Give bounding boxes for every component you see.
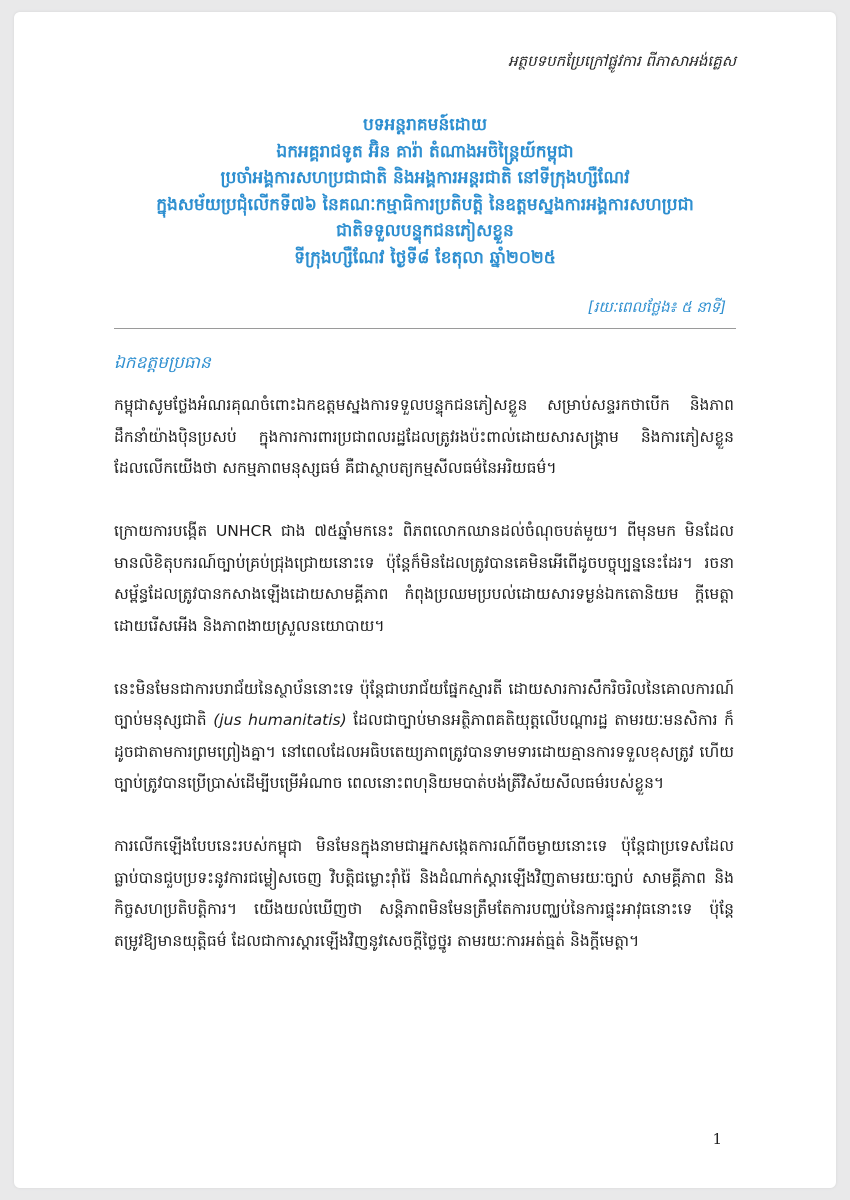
title-line: ទីក្រុងហ្សឺណែវ ថ្ងៃទី៨ ខែតុលា ឆ្នាំ២០២៥ <box>294 247 556 268</box>
title-line: បទអន្តរាគមន៍ដោយ <box>362 115 488 135</box>
paragraph: កម្ពុជាសូមថ្លែងអំណរគុណចំពោះឯកឧត្តមស្នងការទទួលបន្ទុកជនភៀសខ្លួន សម្រាប់សន្ទរកថាបើក និងភាពដឹកនាំយ៉ាងប៉ិនប្រសប់ ក្នុងការការពារប្រជាពលរដ្ឋដែលត្រូវរងប៉ះពាល់ដោយសារសង្គ្រាម និងការភៀសខ្លួន ដែលលើកយើងថា សកម្មភាពមនុស្សធម៌ គឺជាស្ថាបត្យកម្មសីលធម៌នៃអរិយធម៌។ <box>114 396 734 477</box>
document-page <box>14 12 836 1188</box>
title-line: ប្រចាំអង្គការសហប្រជាជាតិ និងអង្គការអន្តរជាតិ នៅទីក្រុងហ្សឺណែវ <box>220 168 630 188</box>
speech-title-block <box>74 112 776 271</box>
running-header: អត្ថបទបកប្រែក្រៅផ្លូវការ ពីភាសាអង់គ្លេស <box>508 52 736 70</box>
paragraph: ក្រោយការបង្កើត UNHCR ជាង ៧៥ឆ្នាំមកនេះ ពិភពលោកឈានដល់ចំណុចបត់មួយ។ ពីមុនមក មិនដែលមានលិខិតុបករណ៍ច្បាប់គ្រប់ជ្រុងជ្រោយនោះទេ ប៉ុន្តែក៏មិនដែលត្រូវបានគេមិនអើពើដូចបច្ចុប្បន្ននេះដែរ។ រចនាសម្ព័ន្ធដែលត្រូវបានកសាងឡើងដោយសាមគ្គីភាព កំពុងប្រឈមប្របល់ដោយសារទម្ងន់ឯកតោនិយម ក្ដីមេត្តាដោយរើសអើង និងភាពងាយស្រួលនយោបាយ។ <box>114 522 734 635</box>
title-line: ឯកអគ្គរាជទូត អ៊ិន គារ៉ា តំណាងអចិន្ត្រៃយ៍កម្ពុជា <box>276 141 574 162</box>
salutation: ឯកឧត្តមប្រធាន <box>114 353 211 373</box>
latin-term: (jus humanitatis) <box>213 711 347 729</box>
paragraph-text: ដែលជាច្បាប់មានអត្ថិភាពគតិយុត្តលើបណ្ដារដ្ឋ តាមរយៈមនសិការ ក៏ដូចជាតាមការព្រមព្រៀងគ្នា។ នៅពេលដែលអធិបតេយ្យភាពត្រូវបានទាមទារដោយគ្មានការទទួលខុសត្រូវ ហើយច្បាប់ត្រូវបានប្រើប្រាស់ដើម្បីបម្រើអំណាច ពេលនោះពហុនិយមបាត់បង់ត្រីវិស័យសីលធម៌របស់ខ្លួន។ <box>114 711 735 792</box>
page-number: 1 <box>712 1130 722 1148</box>
speech-body <box>114 390 734 989</box>
paragraph: ការលើកឡើងបែបនេះរបស់កម្ពុជា មិនមែនក្នុងនាមជាអ្នកសង្កេតការណ៍ពីចម្ងាយនោះទេ ប៉ុន្តែជាប្រទេសដែលធ្លាប់បានជួបប្រទះនូវការជម្លៀសចេញ វិបត្តិជម្លោះរ៉ាំរ៉ៃ និងដំណាក់ស្ដារឡើងវិញតាមរយៈច្បាប់ សាមគ្គីភាព និងកិច្ចសហប្រតិបត្តិការ។ យើងយល់ឃើញថា សន្តិភាពមិនមែនត្រឹមតែការបញ្ឈប់នៃការផ្ទុះអាវុធនោះទេ ប៉ុន្តែតម្រូវឱ្យមានយុត្តិធម៌ ដែលជាការស្ដារឡើងវិញនូវសេចក្ដីថ្លៃថ្នូរ តាមរយៈការអត់ធ្មត់ និងក្ដីមេត្តា។ <box>114 837 734 950</box>
paragraph <box>114 674 734 800</box>
title-line: ក្នុងសម័យប្រជុំលើកទី៧៦ នៃគណៈកម្មាធិការប្រតិបត្តិ នៃឧត្តមស្នងការអង្គការសហប្រជា <box>156 194 694 215</box>
paragraph-text: នេះមិនមែនជាការបរាជ័យនៃស្ថាប័ននោះទេ ប៉ុន្តែជាបរាជ័យផ្នែកស្មារតី ដោយសារការសឹករិចរិលនៃគោលការណ៍ច្បាប់មនុស្សជាតិ <box>114 679 734 729</box>
header-divider <box>114 328 736 329</box>
title-line: ជាតិទទួលបន្ទុកជនភៀសខ្លួន <box>336 221 514 241</box>
speaking-duration: [រយៈពេលថ្លែង៖ ៥ នាទី] <box>587 298 726 316</box>
